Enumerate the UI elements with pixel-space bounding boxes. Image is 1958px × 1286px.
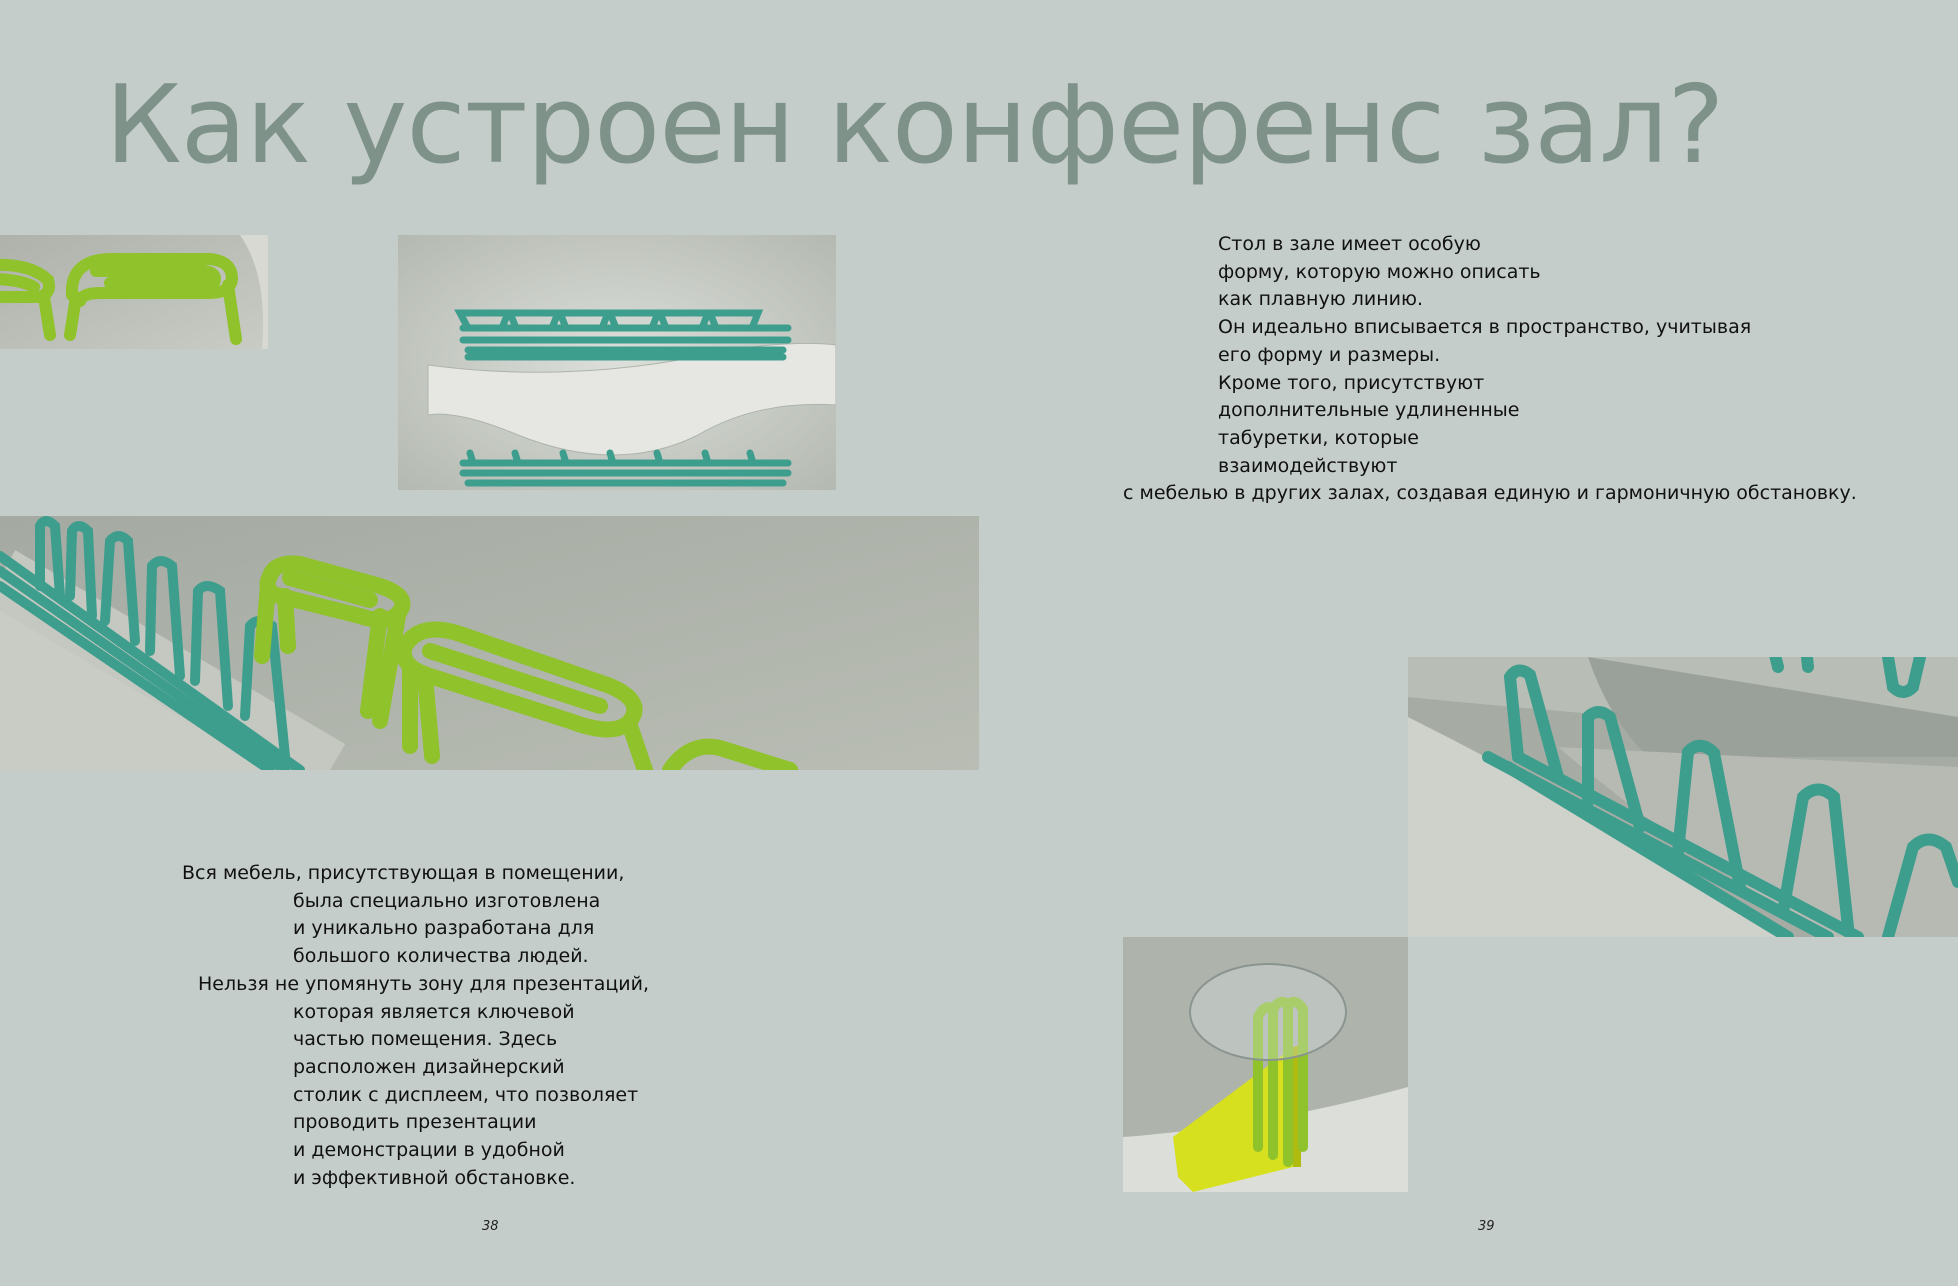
photo-lime-stools-crop [0, 235, 268, 349]
right-text-line: Стол в зале имеет особую [1218, 233, 1481, 255]
left-text-line: была специально изготовлена [293, 889, 601, 912]
left-text-line: частью помещения. Здесь [293, 1028, 558, 1051]
left-text-block [182, 860, 649, 1192]
right-text-line: с мебелью в других залах, создавая единую и гармоничную обстановку. [1123, 482, 1857, 505]
photo-stools-perspective-image [0, 516, 979, 770]
page-title: Как устроен конференс зал? [105, 63, 1724, 188]
left-text-line: Вся мебель, присутствующая в помещении, [182, 862, 625, 884]
right-text-block [1123, 231, 1857, 508]
right-text-line: взаимодействуют [1218, 454, 1398, 477]
left-text-line: и эффективной обстановке. [293, 1166, 576, 1189]
right-text-line: дополнительные удлиненные [1218, 399, 1520, 422]
page-number-right: 39 [1478, 1219, 1495, 1234]
left-text-line: и уникально разработана для [293, 917, 595, 940]
left-text-line: проводить презентации [293, 1111, 537, 1134]
left-text-line: столик с дисплеем, что позволяет [293, 1083, 639, 1106]
left-text-line: и демонстрации в удобной [293, 1139, 565, 1162]
left-text-line: расположен дизайнерский [293, 1055, 565, 1078]
left-text-line: которая является ключевой [293, 1000, 575, 1023]
left-text-line: Нельзя не упомянуть зону для презентаций, [198, 972, 650, 995]
photo-table-top-view-image [398, 235, 836, 490]
right-text-line: форму, которую можно описать [1218, 260, 1541, 283]
photo-presentation-table [1123, 937, 1408, 1192]
photo-stools-perspective [0, 516, 979, 770]
right-text-line: Кроме того, присутствуют [1218, 371, 1485, 394]
photo-table-top-view [398, 235, 836, 490]
photo-presentation-table-image [1123, 937, 1408, 1192]
right-text-line: Он идеально вписывается в пространство, учитывая [1218, 316, 1752, 339]
page-number-left: 38 [482, 1219, 499, 1234]
photo-teal-chairs-image [1408, 657, 1958, 937]
right-text-line: его форму и размеры. [1218, 343, 1441, 366]
photo-lime-stools-crop-image [0, 235, 268, 349]
photo-teal-chairs [1408, 657, 1958, 937]
left-text-line: большого количества людей. [293, 945, 589, 968]
right-text-line: как плавную линию. [1218, 288, 1424, 311]
right-text-line: табуретки, которые [1218, 426, 1419, 449]
